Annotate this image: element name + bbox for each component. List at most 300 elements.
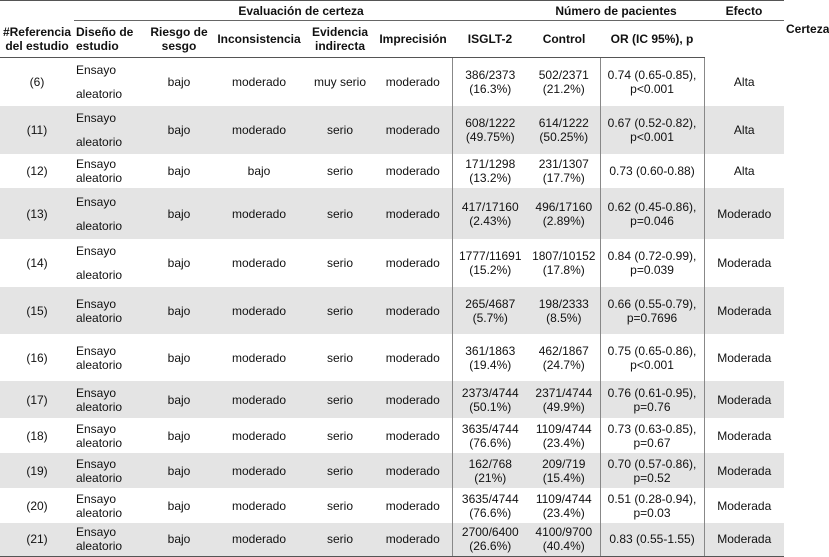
or-cell-text: p=0.046: [630, 213, 674, 228]
inconsistency-cell: [212, 106, 306, 154]
design-cell: [74, 334, 146, 381]
ref-cell: [0, 188, 74, 239]
control-cell-text: 1807/10152: [532, 249, 596, 263]
imprecision-cell: [374, 239, 452, 287]
design-cell-text: aleatorio: [76, 435, 123, 450]
isglt2-cell-text: 171/1298: [465, 157, 516, 171]
control-cell-text: 496/17160: [535, 199, 593, 214]
design-cell-text: aleatorio: [76, 310, 123, 325]
risk-cell: [146, 188, 212, 239]
imprecision-cell-text: moderado: [385, 303, 440, 318]
imprecision-cell-text: moderado: [385, 75, 440, 89]
imprecision-cell-text: moderado: [385, 256, 440, 270]
or-cell-text: p=0.7696: [626, 310, 678, 325]
indirect-cell: [306, 239, 374, 287]
imprecision-cell: [374, 58, 452, 107]
ref-cell-text: (17): [26, 392, 48, 407]
inconsistency-cell: [212, 334, 306, 381]
certainty-cell-text: Moderada: [717, 392, 772, 407]
ref-cell: [0, 381, 74, 418]
or-cell-text: p=0.03: [633, 505, 671, 520]
inconsistency-cell: [212, 381, 306, 418]
certainty-cell-text: Moderada: [717, 350, 772, 365]
or-cell-text: 0.76 (0.61-0.95),: [607, 385, 697, 400]
inconsistency-cell: [212, 58, 306, 107]
control-cell: [528, 287, 600, 334]
control-cell-text: 1109/4744: [535, 421, 592, 436]
col-imprecision-header: Imprecisión: [374, 21, 452, 58]
inconsistency-cell-text: moderado: [231, 256, 287, 270]
or-cell: [600, 418, 704, 453]
or-cell-text: 0.66 (0.55-0.79),: [607, 296, 697, 311]
inconsistency-cell-text: moderado: [231, 350, 287, 365]
isglt2-cell: [452, 58, 528, 107]
control-cell-text: (2.89%): [542, 213, 585, 228]
or-cell-text: 0.51 (0.28-0.94),: [607, 491, 697, 506]
certainty-cell: [704, 418, 784, 453]
certainty-cell: [704, 239, 784, 287]
col-risk-header: Riesgo de sesgo: [146, 21, 212, 58]
risk-cell-text: bajo: [167, 350, 191, 365]
risk-cell-text: bajo: [167, 463, 191, 478]
control-cell: [528, 188, 600, 239]
certainty-cell: [704, 488, 784, 523]
design-cell: [74, 418, 146, 453]
isglt2-cell-text: (21%): [474, 470, 507, 485]
table-row: [0, 239, 784, 287]
control-cell-text: (49.9%): [542, 399, 585, 414]
or-cell-text: 0.83 (0.55-1.55): [609, 532, 695, 547]
group-effect-header: Efecto: [704, 1, 784, 21]
design-cell-text: Ensayo: [76, 111, 117, 125]
table-row: [0, 58, 784, 107]
or-cell: [600, 334, 704, 381]
control-cell-text: (15.4%): [542, 470, 585, 485]
certainty-cell-text: Moderado: [717, 206, 772, 221]
risk-cell: [146, 287, 212, 334]
inconsistency-cell-text: moderado: [231, 498, 287, 513]
isglt2-cell-text: 3635/4744: [461, 491, 519, 506]
certainty-cell: [704, 334, 784, 381]
control-cell-text: (17.7%): [542, 171, 585, 185]
control-cell: [528, 106, 600, 154]
group-certainty-header: Evaluación de certeza: [74, 1, 528, 21]
or-cell-text: 0.67 (0.52-0.82),: [607, 116, 697, 130]
table-row: [0, 488, 784, 523]
or-cell-text: p=0.52: [633, 470, 671, 485]
or-cell-text: 0.73 (0.63-0.85),: [607, 421, 697, 436]
certainty-cell-text: Moderada: [717, 428, 772, 443]
risk-cell: [146, 154, 212, 188]
ref-cell: [0, 453, 74, 488]
control-cell: [528, 154, 600, 188]
isglt2-cell-text: 2700/6400: [461, 525, 519, 540]
col-ref-header: #Referencia del estudio: [0, 21, 74, 58]
ref-cell-text: (13): [26, 206, 48, 221]
control-cell: [528, 239, 600, 287]
risk-cell: [146, 418, 212, 453]
isglt2-cell-text: (16.3%): [469, 82, 512, 96]
ref-cell: [0, 154, 74, 188]
or-cell-text: p<0.001: [630, 357, 674, 372]
certainty-cell: [704, 154, 784, 188]
certainty-cell-text: Alta: [733, 74, 755, 89]
design-cell-text: aleatorio: [76, 87, 123, 101]
indirect-cell: [306, 523, 374, 556]
or-cell: [600, 381, 704, 418]
col-isglt2-header: ISGLT-2: [452, 21, 528, 58]
ref-cell: [0, 334, 74, 381]
risk-cell-text: bajo: [167, 532, 191, 547]
certainty-cell: [704, 287, 784, 334]
control-cell-text: 231/1307: [538, 157, 589, 171]
isglt2-cell-text: 3635/4744: [461, 421, 519, 436]
control-cell: [528, 523, 600, 556]
ref-cell-text: (19): [26, 463, 48, 478]
design-cell-text: aleatorio: [76, 470, 123, 485]
table-row: [0, 188, 784, 239]
isglt2-cell-text: 608/1222: [465, 116, 516, 130]
imprecision-cell-text: moderado: [385, 463, 440, 478]
isglt2-cell: [452, 106, 528, 154]
design-cell-text: aleatorio: [76, 171, 123, 185]
inconsistency-cell-text: moderado: [231, 463, 287, 478]
ref-cell: [0, 287, 74, 334]
isglt2-cell-text: (5.7%): [472, 310, 508, 325]
design-cell-text: Ensayo: [76, 525, 117, 540]
col-inconsistency-header: Inconsistencia: [212, 21, 306, 58]
indirect-cell-text: muy serio: [313, 75, 366, 89]
isglt2-cell-text: 1777/11691: [459, 249, 522, 263]
ref-cell: [0, 488, 74, 523]
design-cell-text: Ensayo: [76, 63, 117, 77]
inconsistency-cell-text: moderado: [231, 428, 287, 443]
control-cell-text: (23.4%): [542, 505, 585, 520]
indirect-cell-text: serio: [326, 428, 353, 443]
or-cell: [600, 523, 704, 556]
indirect-cell-text: serio: [326, 498, 353, 513]
control-cell-text: 4100/9700: [535, 525, 593, 540]
indirect-cell: [306, 488, 374, 523]
risk-cell-text: bajo: [167, 164, 191, 178]
imprecision-cell-text: moderado: [385, 392, 440, 407]
imprecision-cell-text: moderado: [385, 350, 440, 365]
isglt2-cell-text: (50.1%): [469, 399, 512, 414]
certainty-cell: [704, 523, 784, 556]
or-cell: [600, 239, 704, 287]
indirect-cell-text: serio: [326, 463, 353, 478]
isglt2-cell: [452, 287, 528, 334]
design-cell: [74, 453, 146, 488]
control-cell-text: 2371/4744: [535, 385, 593, 400]
isglt2-cell-text: 265/4687: [465, 296, 516, 311]
design-cell: [74, 239, 146, 287]
col-design-header: Diseño de estudio: [74, 21, 146, 58]
indirect-cell-text: serio: [326, 532, 353, 547]
isglt2-cell-text: 162/768: [468, 456, 512, 471]
ref-cell: [0, 239, 74, 287]
control-cell-text: (8.5%): [546, 310, 582, 325]
ref-cell-text: (20): [26, 498, 48, 513]
imprecision-cell-text: moderado: [385, 532, 440, 547]
or-cell-text: p<0.001: [630, 130, 674, 144]
design-cell: [74, 523, 146, 556]
isglt2-cell-text: (15.2%): [469, 263, 512, 277]
imprecision-cell: [374, 523, 452, 556]
header-blank: [0, 1, 74, 21]
indirect-cell-text: serio: [326, 303, 353, 318]
indirect-cell: [306, 453, 374, 488]
control-cell-text: (23.4%): [542, 435, 585, 450]
certainty-table: Evaluación de certeza Número de pacientes Efecto Certeza #Referencia del estudio Diseño de estudio Riesgo de sesgo Inconsistencia Evidencia indirecta Imprecisión ISGLT-2 Control OR (IC 95%), p (6) Ensayo aleatorio bajo moderado muy serio moderado 386/2373 (16.3%) 502/2371 (21.2%) 0.74 (0.65-0.85), p<0.001 Alta (11) Ensayo aleatorio bajo moderado serio moderado 608/1222 (49.75%) 614/1222 (50.25%) 0.67 (0.52-0.82), p<0.001 Alta (12) Ensayo aleatorio bajo bajo serio moderado 171/1298 (13.2%) 231/1307 (17.7%) 0.73 (0.60-0.88) Alta (13) Ensayo aleatorio bajo moderado serio moderado 417/17160 (2.43%) 496/17160 (2.89%) 0.62 (0.45-0.86), p=0.046 Moderado (14) Ensayo aleatorio bajo moderado serio moderado 1777/11691 (15.2%) 1807/10152 (17.8%) 0.84 (0.72-0.99), p=0.039 Moderada (15) Ensayo aleatorio bajo moderado serio moderado 265/4687 (5.7%) 198/2333 (8.5%) 0.66 (0.55-0.79), p=0.7696 Moderada (16) Ensayo aleatorio bajo moderado serio moderado 361/1863 (19.4%) 462/1867 (24.7%) 0.75 (0.65-0.86), p<0.001 Moderada (17) Ensayo aleatorio bajo moderado serio moderado 2373/4744 (50.1%) 2371/4744 (49.9%) 0.76 (0.61-0.95), p=0.76 Moderada (18) Ensayo aleatorio bajo moderado serio moderado 3635/4744 (76.6%) 1109/4744 (23.4%) 0.73 (0.63-0.85), p=0.67 Moderada (19) Ensayo aleatorio bajo moderado serio moderado 162/768 (21%) 209/719 (15.4%) 0.70 (0.57-0.86), p=0.52 Moderada (20) Ensayo aleatorio bajo moderado serio moderado 3635/4744 (76.6%) 1109/4744 (23.4%) 0.51 (0.28-0.94), p=0.03 Moderada (21) Ensayo aleatorio bajo moderado serio moderado 2700/6400 (26.6%) 4100/9700 (40.4%) 0.83 (0.55-1.55) Moderada: [0, 0, 784, 557]
ref-cell-text: (6): [29, 75, 45, 89]
or-cell-text: p=0.67: [633, 435, 671, 450]
control-cell-text: 614/1222: [538, 116, 589, 130]
control-cell-text: 1109/4744: [535, 491, 592, 506]
control-cell-text: 198/2333: [538, 296, 589, 311]
control-cell: [528, 418, 600, 453]
isglt2-cell: [452, 381, 528, 418]
isglt2-cell-text: (13.2%): [469, 171, 512, 185]
indirect-cell: [306, 154, 374, 188]
imprecision-cell: [374, 334, 452, 381]
indirect-cell: [306, 106, 374, 154]
inconsistency-cell: [212, 287, 306, 334]
ref-cell: [0, 418, 74, 453]
control-cell-text: (21.2%): [542, 82, 585, 96]
control-cell-text: 502/2371: [538, 68, 589, 82]
design-cell: [74, 381, 146, 418]
table-row: [0, 381, 784, 418]
isglt2-cell: [452, 239, 528, 287]
risk-cell: [146, 106, 212, 154]
isglt2-cell: [452, 488, 528, 523]
design-cell-text: aleatorio: [76, 399, 123, 414]
certainty-cell: [704, 58, 784, 107]
indirect-cell-text: serio: [326, 206, 353, 221]
isglt2-cell-text: (26.6%): [469, 539, 512, 554]
risk-cell: [146, 523, 212, 556]
ref-cell-text: (18): [26, 428, 48, 443]
isglt2-cell: [452, 523, 528, 556]
imprecision-cell: [374, 381, 452, 418]
design-cell-text: aleatorio: [76, 357, 123, 372]
or-cell: [600, 58, 704, 107]
table-row: [0, 418, 784, 453]
certainty-cell-text: Moderada: [717, 303, 772, 318]
isglt2-cell-text: (76.6%): [469, 505, 512, 520]
imprecision-cell: [374, 287, 452, 334]
indirect-cell: [306, 334, 374, 381]
or-cell: [600, 106, 704, 154]
imprecision-cell-text: moderado: [385, 123, 440, 137]
or-cell-text: 0.74 (0.65-0.85),: [607, 68, 697, 82]
indirect-cell-text: serio: [326, 350, 353, 365]
design-cell-text: Ensayo: [76, 194, 117, 209]
inconsistency-cell: [212, 239, 306, 287]
design-cell-text: Ensayo: [76, 421, 117, 436]
or-cell-text: 0.75 (0.65-0.86),: [607, 343, 697, 358]
isglt2-cell-text: (49.75%): [465, 130, 515, 144]
risk-cell-text: bajo: [167, 256, 191, 270]
inconsistency-cell-text: moderado: [231, 532, 287, 547]
ref-cell: [0, 58, 74, 107]
imprecision-cell-text: moderado: [385, 206, 440, 221]
design-cell-text: Ensayo: [76, 244, 117, 258]
or-cell: [600, 488, 704, 523]
ref-cell: [0, 523, 74, 556]
or-cell-text: p<0.001: [630, 82, 674, 96]
group-patients-header: Número de pacientes: [528, 1, 704, 21]
risk-cell: [146, 488, 212, 523]
control-cell: [528, 334, 600, 381]
isglt2-cell-text: 361/1863: [465, 343, 516, 358]
design-cell-text: Ensayo: [76, 343, 117, 358]
indirect-cell: [306, 381, 374, 418]
table-row: [0, 523, 784, 556]
certainty-cell: [704, 188, 784, 239]
certainty-cell-text: Moderada: [717, 463, 772, 478]
inconsistency-cell-text: moderado: [231, 206, 287, 221]
inconsistency-cell: [212, 418, 306, 453]
indirect-cell-text: serio: [326, 256, 353, 270]
ref-cell-text: (21): [26, 532, 48, 547]
ref-cell-text: (14): [26, 256, 48, 270]
indirect-cell: [306, 287, 374, 334]
or-cell: [600, 287, 704, 334]
or-cell-text: 0.62 (0.45-0.86),: [607, 199, 697, 214]
isglt2-cell-text: 417/17160: [461, 199, 519, 214]
control-cell-text: 209/719: [542, 456, 586, 471]
risk-cell-text: bajo: [167, 123, 191, 137]
certainty-cell-text: Moderada: [717, 256, 772, 270]
table-body: [0, 58, 784, 557]
certainty-cell-text: Alta: [733, 123, 755, 137]
or-cell: [600, 188, 704, 239]
risk-cell: [146, 334, 212, 381]
risk-cell-text: bajo: [167, 206, 191, 221]
or-cell: [600, 453, 704, 488]
design-cell-text: Ensayo: [76, 157, 117, 171]
control-cell: [528, 453, 600, 488]
table-row: [0, 287, 784, 334]
risk-cell-text: bajo: [167, 303, 191, 318]
imprecision-cell: [374, 453, 452, 488]
inconsistency-cell-text: moderado: [231, 75, 287, 89]
isglt2-cell-text: (2.43%): [469, 213, 512, 228]
or-cell: [600, 154, 704, 188]
or-cell-text: p=0.039: [630, 263, 674, 277]
risk-cell-text: bajo: [167, 75, 191, 89]
control-cell-text: 462/1867: [538, 343, 589, 358]
ref-cell: [0, 106, 74, 154]
imprecision-cell-text: moderado: [385, 498, 440, 513]
imprecision-cell: [374, 106, 452, 154]
inconsistency-cell-text: moderado: [231, 303, 287, 318]
isglt2-cell-text: 386/2373: [465, 68, 516, 82]
or-cell-text: 0.70 (0.57-0.86),: [607, 456, 697, 471]
risk-cell: [146, 453, 212, 488]
risk-cell: [146, 381, 212, 418]
control-cell-text: (50.25%): [539, 130, 589, 144]
control-cell: [528, 488, 600, 523]
risk-cell-text: bajo: [167, 392, 191, 407]
design-cell: [74, 188, 146, 239]
certainty-cell: [704, 453, 784, 488]
indirect-cell-text: serio: [326, 123, 353, 137]
table-row: [0, 453, 784, 488]
table-row: [0, 106, 784, 154]
isglt2-cell-text: (76.6%): [469, 435, 512, 450]
design-cell-text: Ensayo: [76, 456, 117, 471]
ref-cell-text: (16): [26, 350, 48, 365]
inconsistency-cell: [212, 188, 306, 239]
indirect-cell: [306, 58, 374, 107]
isglt2-cell: [452, 453, 528, 488]
table-row: [0, 334, 784, 381]
design-cell: [74, 58, 146, 107]
isglt2-cell-text: 2373/4744: [461, 385, 519, 400]
imprecision-cell: [374, 154, 452, 188]
table-row: [0, 154, 784, 188]
risk-cell-text: bajo: [167, 428, 191, 443]
design-cell: [74, 154, 146, 188]
design-cell: [74, 488, 146, 523]
inconsistency-cell-text: bajo: [247, 164, 271, 178]
design-cell-text: Ensayo: [76, 296, 117, 311]
ref-cell-text: (12): [26, 164, 48, 178]
control-cell-text: (17.8%): [542, 263, 585, 277]
certainty-cell-text: Moderada: [717, 498, 772, 513]
or-cell-text: p=0.76: [633, 399, 671, 414]
certainty-cell-text: Alta: [733, 164, 755, 178]
certainty-cell: [704, 106, 784, 154]
isglt2-cell: [452, 418, 528, 453]
or-cell-text: 0.84 (0.72-0.99),: [607, 249, 697, 263]
imprecision-cell-text: moderado: [385, 164, 440, 178]
certainty-cell: [704, 381, 784, 418]
control-cell: [528, 381, 600, 418]
control-cell-text: (24.7%): [542, 357, 585, 372]
isglt2-cell: [452, 188, 528, 239]
imprecision-cell: [374, 488, 452, 523]
imprecision-cell: [374, 188, 452, 239]
indirect-cell: [306, 418, 374, 453]
isglt2-cell: [452, 334, 528, 381]
design-cell-text: Ensayo: [76, 385, 117, 400]
imprecision-cell: [374, 418, 452, 453]
risk-cell: [146, 239, 212, 287]
inconsistency-cell: [212, 154, 306, 188]
design-cell-text: aleatorio: [76, 539, 123, 554]
col-or-header: OR (IC 95%), p: [600, 21, 704, 58]
inconsistency-cell: [212, 488, 306, 523]
design-cell: [74, 106, 146, 154]
or-cell-text: 0.73 (0.60-0.88): [609, 164, 695, 178]
design-cell-text: aleatorio: [76, 505, 123, 520]
design-cell: [74, 287, 146, 334]
ref-cell-text: (11): [26, 123, 48, 137]
indirect-cell-text: serio: [326, 392, 353, 407]
design-cell-text: aleatorio: [76, 218, 123, 233]
certainty-cell-text: Moderada: [717, 532, 772, 547]
indirect-cell-text: serio: [326, 164, 353, 178]
indirect-cell: [306, 188, 374, 239]
inconsistency-cell: [212, 453, 306, 488]
design-cell-text: aleatorio: [76, 268, 123, 282]
isglt2-cell-text: (19.4%): [469, 357, 512, 372]
inconsistency-cell-text: moderado: [231, 123, 287, 137]
